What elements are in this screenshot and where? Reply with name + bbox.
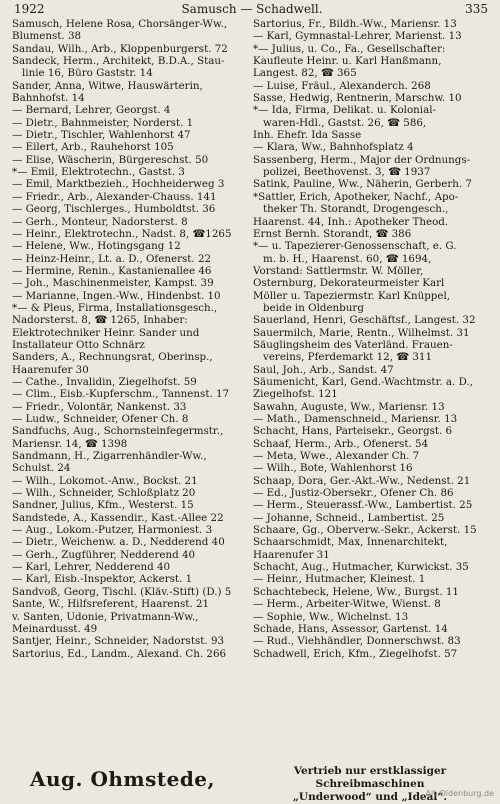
directory-entry-line: — Herm., Steuerassf.-Ww., Lambertist. 25 — [253, 499, 473, 512]
directory-entry-line: *— Emil, Elektrotechn., Gastst. 3 — [12, 166, 185, 179]
directory-entry-line: Sander, Anna, Witwe, Hauswärterin, — [12, 79, 203, 92]
directory-entry-line: Sandvoß, Georg, Tischl. (Kläv.-Stift) (D.) 5 — [12, 585, 232, 598]
directory-entry-line: theker Th. Storandt, Drogengesch., — [263, 203, 449, 216]
directory-entry-line: Säumenicht, Karl, Gend.-Wachtmstr. a. D., — [253, 375, 474, 388]
header-title: Samusch — Schadwell. — [181, 2, 323, 16]
directory-entry-line: Inh. Ehefr. Ida Sasse — [253, 129, 362, 142]
directory-entry-line: — Georg, Tischlerges., Humboldtst. 36 — [12, 203, 216, 216]
directory-entry-line: Sassenberg, Herm., Major der Ordnungs- — [253, 153, 471, 166]
directory-entry-line: — Dietr., Tischler, Wahlenhorst 47 — [12, 129, 191, 142]
directory-entry-line: — Elise, Wäscherin, Bürgereschst. 50 — [12, 153, 209, 166]
directory-entry-line: Schaaf, Herm., Arb., Ofenerst. 54 — [253, 437, 429, 450]
advertisement-line: „Underwood“ und „Ideal“. — [292, 791, 448, 803]
directory-entry-line: — Friedr., Volontär, Nankenst. 33 — [12, 400, 187, 413]
directory-entry-line: Sandau, Wilh., Arb., Kloppenburgerst. 72 — [12, 42, 228, 55]
directory-entry-line: Nadorsterst. 8, ☎ 1265, Inhaber: — [12, 314, 188, 327]
directory-entry-line: Schade, Hans, Assessor, Gartenst. 14 — [253, 622, 448, 635]
directory-entry-line: — Clim., Eisb.-Kupferschm., Tannenst. 17 — [12, 388, 230, 401]
directory-entry-line: — Dietr., Bahnmeister, Norderst. 1 — [12, 116, 194, 129]
directory-entry-line: — Ludw., Schneider, Ofener Ch. 8 — [12, 413, 189, 425]
directory-entry-line: — Heinr., Hutmacher, Kleinest. 1 — [253, 573, 426, 586]
directory-entry-line: — Klara, Ww., Bahnhofsplatz 4 — [253, 141, 414, 154]
directory-entry-line: Schacht, Aug., Hutmacher, Kurwickst. 35 — [253, 561, 469, 574]
directory-entry-line: *— u. Tapezierer-Genossenschaft, e. G. — [253, 240, 457, 253]
directory-entry-line: — Cathe., Invalidin, Ziegelhofst. 59 — [12, 375, 197, 388]
directory-entry-line: Sandner, Julius, Kfm., Westerst. 15 — [12, 499, 194, 512]
directory-entry-line: Vorstand: Sattlermstr. W. Möller, — [253, 264, 424, 277]
directory-entry-line: — Rud., Viehhändler, Donnerschwst. 83 — [253, 635, 461, 648]
directory-entry-line: linie 16, Büro Gaststr. 14 — [22, 67, 153, 80]
footer-advertisement — [12, 762, 492, 803]
directory-entry-line: *— Julius, u. Co., Fa., Gesellschafter: — [253, 42, 446, 55]
directory-entry-line: — Heinr., Elektrotechn., Nadst. 8, ☎1265 — [12, 227, 232, 240]
page-header — [14, 2, 490, 18]
directory-entry-line: Sante, W., Hilfsreferent, Haarenst. 21 — [12, 598, 210, 611]
directory-entry-line: — Dietr., Weichenw. a. D., Nedderend 40 — [12, 536, 225, 549]
directory-entry-line: — Ed., Justiz-Obersekr., Ofener Ch. 86 — [253, 487, 454, 500]
directory-entry-line: — Joh., Maschinenmeister, Kampst. 39 — [12, 277, 214, 290]
directory-entry-line: — Sophie, Ww., Wichelnst. 13 — [253, 610, 409, 623]
header-page-number: 335 — [465, 2, 488, 16]
right-column — [253, 18, 493, 660]
directory-entry-line: Schadwell, Erich, Kfm., Ziegelhofst. 57 — [253, 647, 458, 660]
directory-entry-line: Haarenufer 31 — [253, 548, 330, 561]
directory-entry-line: — Luise, Fräul., Alexanderch. 268 — [253, 79, 431, 92]
directory-entry-line: — Helene, Ww., Hotingsgang 12 — [12, 240, 181, 253]
directory-entry-line: Sandstede, A., Kassendir., Kast.-Allee 22 — [12, 511, 224, 524]
directory-entry-line: beide in Oldenburg — [263, 301, 364, 314]
directory-entry-line: — Karl, Gymnastal-Lehrer, Marienst. 13 — [253, 30, 462, 43]
directory-entry-line: Schachtebeck, Helene, Ww., Burgst. 11 — [253, 585, 459, 598]
directory-entry-line: m. b. H., Haarenst. 60, ☎ 1694, — [263, 252, 432, 265]
header-year: 1922 — [14, 2, 45, 16]
directory-entry-line: Säuglingsheim des Vaterländ. Frauen- — [253, 338, 453, 351]
directory-entry-line: Samusch, Helene Rosa, Chorsänger-Ww., — [12, 18, 228, 30]
advertiser-name: Aug. Ohmstede, — [30, 767, 215, 791]
directory-entry-line: Langest. 82, ☎ 365 — [253, 67, 357, 80]
directory-entry-line: Schaarschmidt, Max, Innenarchitekt, — [253, 536, 448, 549]
directory-entry-line: Meinardusst. 49 — [12, 622, 98, 635]
directory-entry-line: Sasse, Hedwig, Rentnerin, Marschw. 10 — [253, 92, 462, 105]
directory-entry-line: — Math., Damenschneid., Mariensr. 13 — [253, 413, 458, 425]
directory-entry-line: Haarenufer 30 — [12, 363, 89, 376]
directory-entry-line: Osternburg, Dekorateurmeister Karl — [253, 277, 445, 290]
directory-entry-line: — Johanne, Schneid., Lambertist. 25 — [253, 511, 445, 524]
directory-entry-line: Sawahn, Auguste, Ww., Mariensr. 13 — [253, 400, 445, 413]
directory-entry-line: — Aug., Lokom.-Putzer, Harmoniest. 3 — [12, 524, 213, 537]
directory-entry-line: polizei, Beethovenst. 3, ☎ 1937 — [263, 166, 431, 179]
directory-entry-line: Schacht, Hans, Parteisekr., Georgst. 6 — [253, 425, 453, 438]
directory-entry-line: Möller u. Tapeziermstr. Karl Knüppel, — [253, 289, 451, 302]
advertisement-text — [254, 765, 486, 804]
directory-entry-line: Schaare, Gg., Oberverw.-Sekr., Ackerst. 15 — [253, 524, 477, 537]
directory-entry-line: Santjer, Heinr., Schneider, Nadorstst. 93 — [12, 635, 225, 648]
directory-entry-line: — Meta, Wwe., Alexander Ch. 7 — [253, 450, 420, 463]
directory-entry-line: Elektrotechniker Heinr. Sander und — [12, 326, 200, 339]
directory-entry-line: Ziegelhofst. 121 — [253, 388, 338, 401]
directory-entry-line: — Bernard, Lehrer, Georgst. 4 — [12, 104, 171, 117]
directory-entry-line: Saul, Joh., Arb., Sandst. 47 — [253, 363, 394, 376]
directory-entry-line: *— & Pleus, Firma, Installationsgesch., — [12, 301, 218, 314]
directory-entry-line: Blumenst. 38 — [12, 30, 82, 43]
directory-entry-line: Sanders, A., Rechnungsrat, Oberinsp., — [12, 351, 213, 364]
directory-entry-line: Schaap, Dora, Ger.-Akt.-Ww., Nedenst. 21 — [253, 474, 471, 487]
directory-entry-line: — Emil, Marktbezieh., Hochheiderweg 3 — [12, 178, 225, 191]
directory-entry-line: Mariensr. 14, ☎ 1398 — [12, 437, 128, 450]
directory-entry-line: Ernst Bernh. Storandt, ☎ 386 — [253, 227, 412, 240]
directory-entry-line: v. Santen, Udonie, Privatmann-Ww., — [12, 610, 199, 623]
directory-entry-line: Kaufleute Heinr. u. Karl Hanßmann, — [253, 55, 442, 68]
directory-entry-line: — Marianne, Ingen.-Ww., Hindenbst. 10 — [12, 289, 221, 302]
directory-entry-line: — Eilert, Arb., Rauhehorst 105 — [12, 141, 174, 154]
directory-entry-line: Installateur Otto Schnärz — [12, 338, 145, 351]
directory-entry-line: — Karl, Lehrer, Nedderend 40 — [12, 561, 171, 574]
directory-entry-line: — Gerh., Zugführer, Nedderend 40 — [12, 548, 196, 561]
directory-entry-line: — Wilh., Lokomot.-Anw., Bockst. 21 — [12, 474, 198, 487]
left-column — [12, 18, 252, 660]
directory-entry-line: Sandeck, Herm., Architekt, B.D.A., Stau- — [12, 55, 225, 68]
directory-entry-line: Sandfuchs, Aug., Schornsteinfegermstr., — [12, 425, 224, 438]
directory-entry-line: — Friedr., Arb., Alexander-Chauss. 141 — [12, 190, 217, 203]
directory-entry-line: Sartorius, Fr., Bildh.-Ww., Mariensr. 13 — [253, 18, 457, 30]
directory-entry-line: Schulst. 24 — [12, 462, 71, 475]
directory-entry-line: Sartorius, Ed., Landm., Alexand. Ch. 266 — [12, 647, 227, 660]
directory-entry-line: Sandmann, H., Zigarrenhändler-Ww., — [12, 450, 207, 463]
directory-entry-line: Haarenst. 44, Inh.: Apotheker Theod. — [253, 215, 449, 228]
directory-entry-line: Sauermilch, Marie, Rentn., Wilhelmst. 31 — [253, 326, 470, 339]
directory-entry-line: vereins, Pferdemarkt 12, ☎ 311 — [263, 351, 432, 364]
directory-entry-line: *Sattler, Erich, Apotheker, Nachf., Apo- — [253, 190, 459, 203]
directory-entry-line: — Gerh., Monteur, Nadorsterst. 8 — [12, 215, 188, 228]
directory-entry-line: Sauerland, Henri, Geschäftsf., Langest. 32 — [253, 314, 476, 327]
directory-entry-line: — Karl, Eisb.-Inspektor, Ackerst. 1 — [12, 573, 193, 586]
directory-entry-line: — Hermine, Renin., Kastanienallee 46 — [12, 264, 212, 277]
directory-entry-line: — Wilh., Bote, Wahlenhorst 16 — [253, 462, 413, 475]
directory-entry-line: — Wilh., Schneider, Schloßplatz 20 — [12, 487, 196, 500]
directory-entry-line: — Heinz-Heinr., Lt. a. D., Ofenerst. 22 — [12, 252, 212, 265]
directory-entry-line: Satink, Pauline, Ww., Näherin, Gerberh. 7 — [253, 178, 472, 191]
directory-entry-line: *— Ida, Firma, Delikat. u. Kolonial- — [253, 104, 436, 117]
advertisement-line: Vertrieb nur erstklassiger Schreibmaschinen — [293, 765, 447, 790]
directory-entry-line: — Herm., Arbeiter-Witwe, Wienst. 8 — [253, 598, 441, 611]
directory-entry-line: waren-Hdl., Gastst. 26, ☎ 586, — [263, 116, 427, 129]
watermark: Alt-Oldenburg.de — [425, 789, 494, 798]
directory-entry-line: Bahnhofst. 14 — [12, 92, 85, 105]
